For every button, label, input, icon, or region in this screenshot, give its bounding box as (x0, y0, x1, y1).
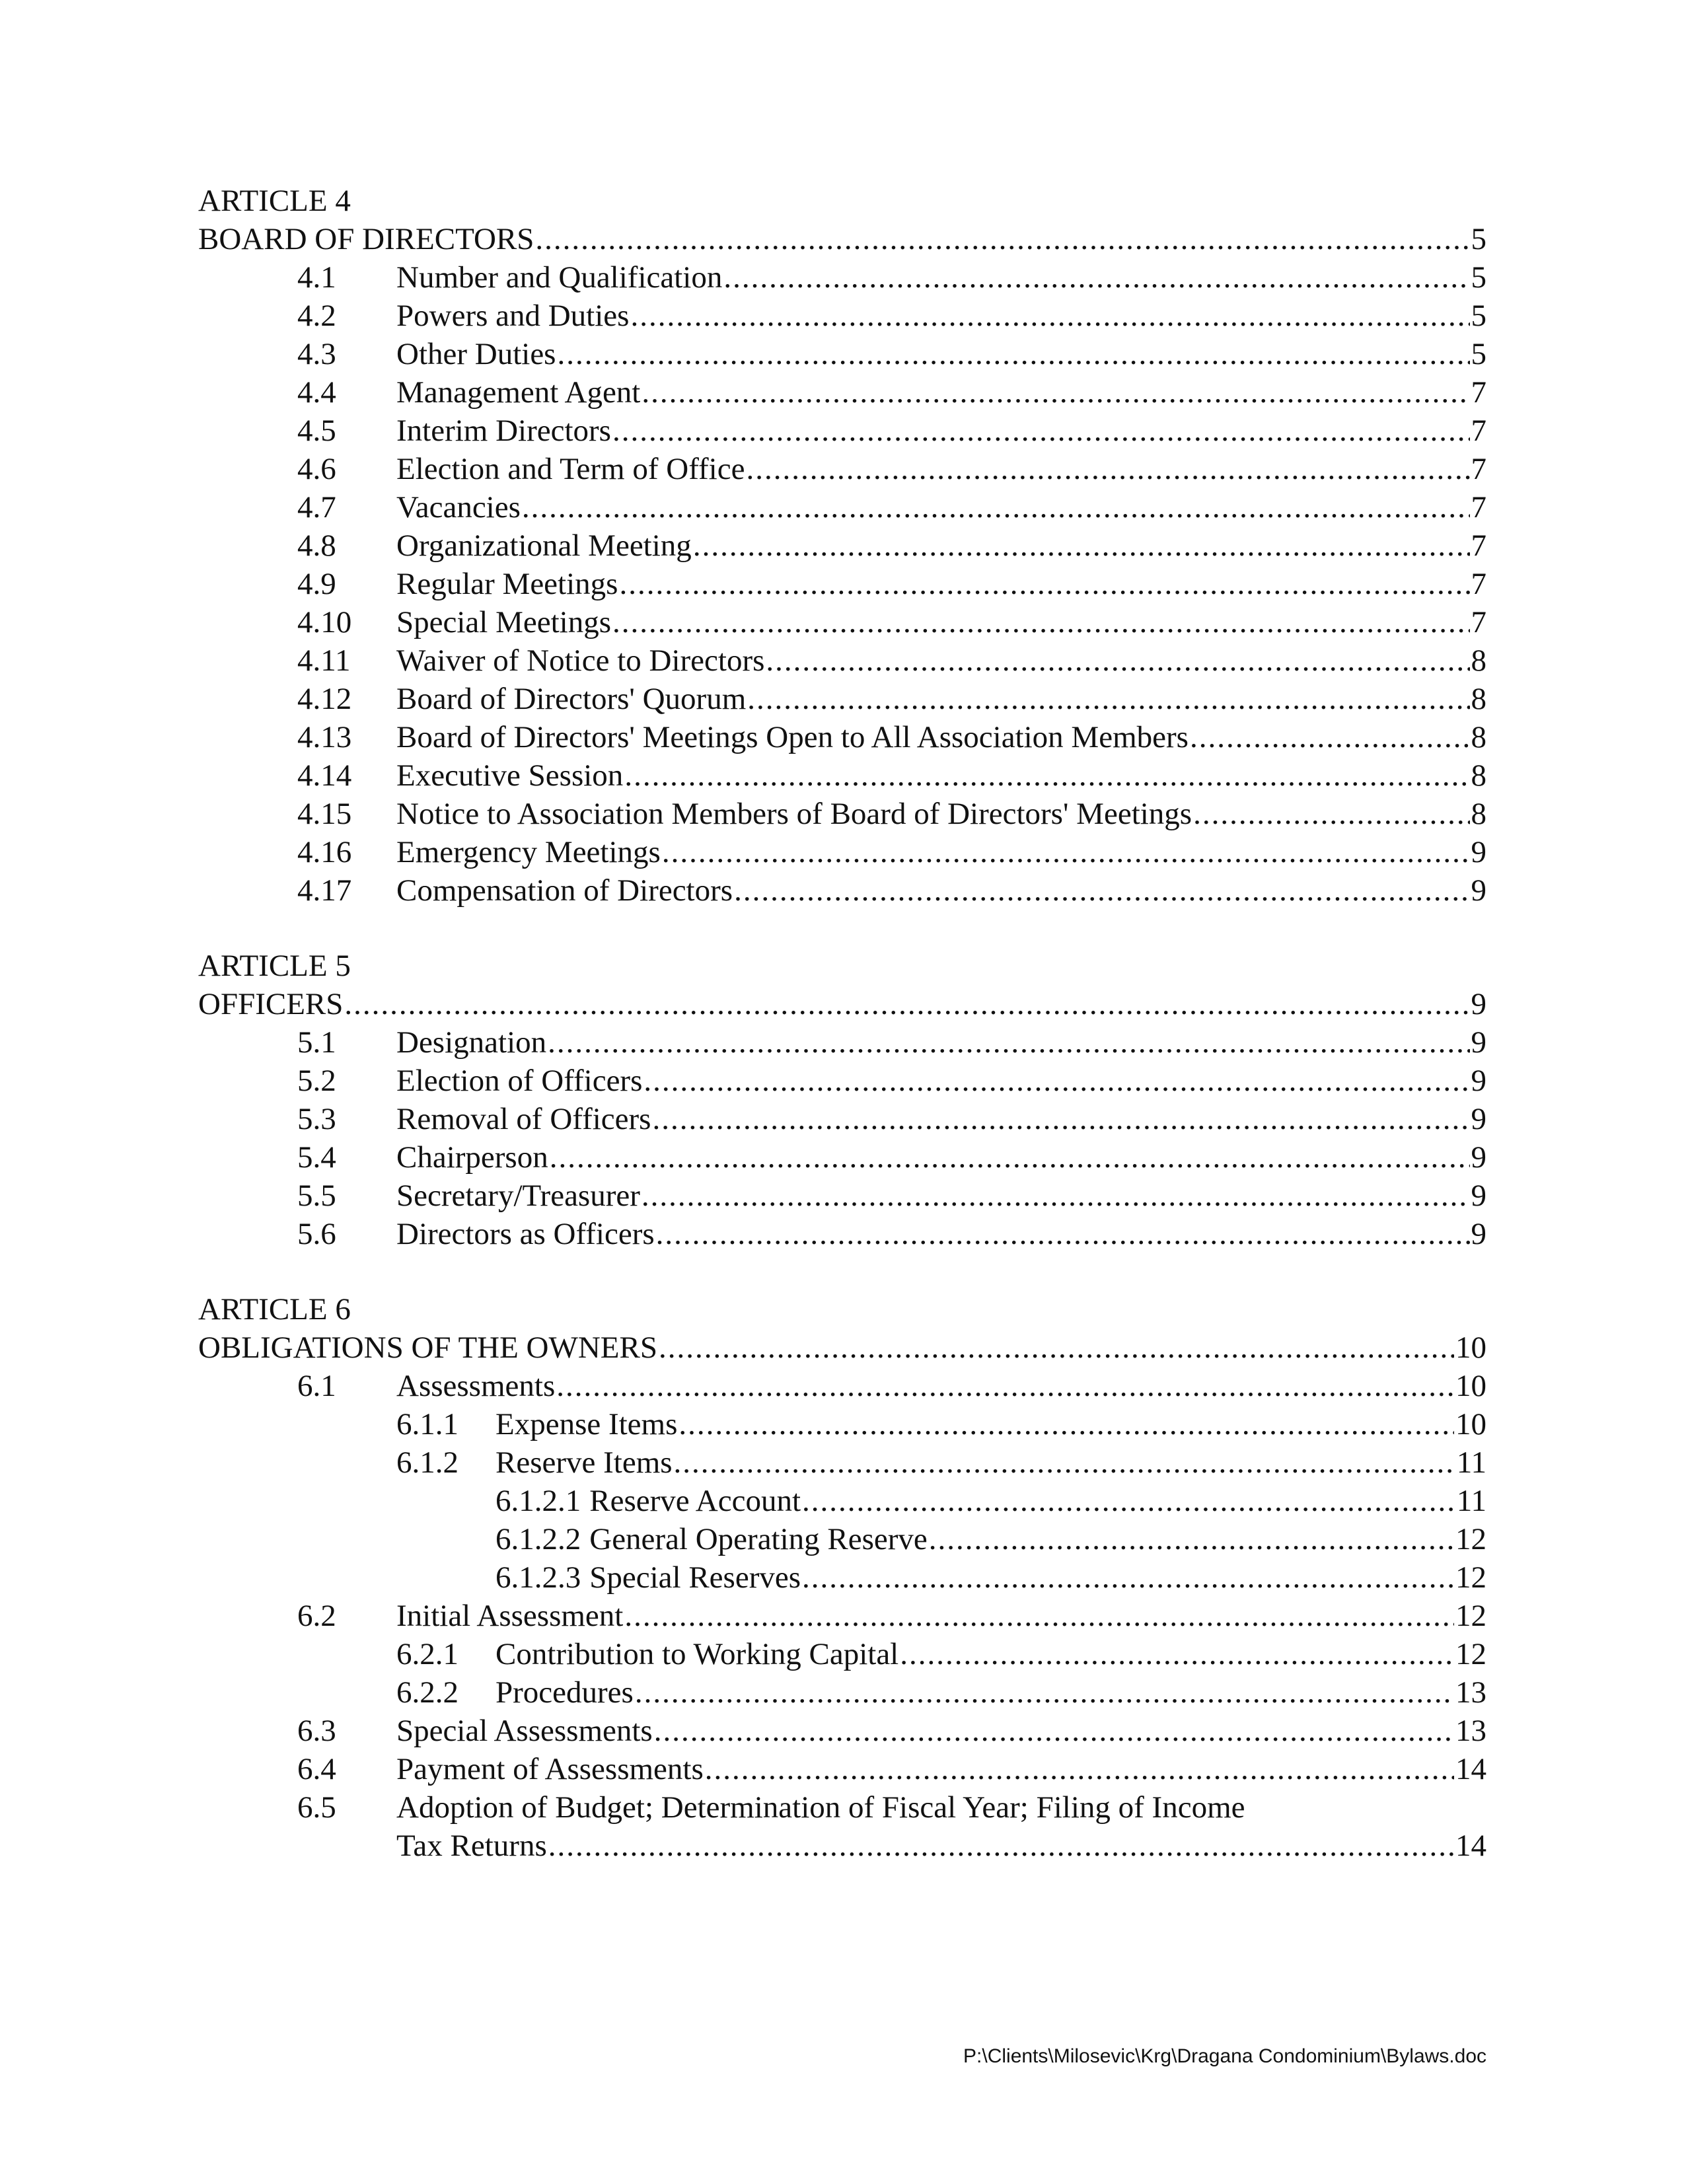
leader-dots (746, 450, 1469, 488)
leader-dots (641, 373, 1469, 412)
toc-subentry (198, 1443, 1486, 1482)
page-number: 5 (1471, 222, 1486, 256)
page-number: 11 (1456, 1484, 1486, 1518)
page-number: 12 (1455, 1599, 1486, 1633)
section-number: 4.8 (297, 528, 336, 563)
toc-subsubentry (198, 1482, 1486, 1520)
section-title: Board of Directors' Quorum (396, 682, 747, 716)
page-number: 9 (1471, 1064, 1486, 1098)
section-title: Organizational Meeting (396, 528, 692, 563)
page-number: 10 (1455, 1369, 1486, 1403)
file-path-footer: P:\Clients\Milosevic\Krg\Dragana Condominium\Bylaws.doc (963, 2045, 1486, 2067)
section-title: Interim Directors (396, 414, 611, 448)
toc-entry-continuation (198, 1827, 1486, 1865)
section-number: 4.12 (297, 682, 352, 716)
section-number: 4.17 (297, 873, 352, 908)
section-title-line1: Adoption of Budget; Determination of Fiscal Year; Filing of Income (396, 1790, 1245, 1825)
toc-entry (198, 833, 1486, 871)
section-title: Other Duties (396, 337, 556, 371)
toc-entry (198, 1367, 1486, 1405)
article-heading-row (198, 985, 1486, 1023)
subsubsection-title: Special Reserves (589, 1560, 801, 1595)
toc-entry (198, 1023, 1486, 1062)
leader-dots (550, 1138, 1470, 1177)
leader-dots (556, 1367, 1454, 1405)
section-title: Powers and Duties (396, 299, 630, 333)
article-label: ARTICLE 4 (198, 184, 351, 218)
page-number: 9 (1471, 1102, 1486, 1136)
subsection-number: 6.1.2 (396, 1445, 458, 1480)
article-heading-row (198, 220, 1486, 258)
toc-entry (198, 1177, 1486, 1215)
leader-dots (678, 1405, 1454, 1443)
table-of-contents (198, 182, 1486, 1865)
toc-entry (198, 718, 1486, 756)
subsection-title: Expense Items (495, 1407, 678, 1441)
page-number: 9 (1471, 1025, 1486, 1060)
article-label: ARTICLE 5 (198, 949, 351, 983)
page-number: 5 (1471, 299, 1486, 333)
leader-dots (548, 1023, 1469, 1062)
toc-subsubentry (198, 1520, 1486, 1558)
toc-entry (198, 641, 1486, 680)
section-title: Notice to Association Members of Board of Directors' Meetings (396, 797, 1192, 831)
leader-dots (723, 258, 1469, 297)
toc-entry (198, 871, 1486, 910)
toc-entry (198, 1138, 1486, 1177)
toc-entry (198, 373, 1486, 412)
section-title: Directors as Officers (396, 1217, 655, 1251)
section-number: 4.1 (297, 260, 336, 295)
section-title: Election of Officers (396, 1064, 643, 1098)
page-number: 10 (1455, 1407, 1486, 1441)
toc-entry (198, 795, 1486, 833)
toc-entry (198, 527, 1486, 565)
section-number: 4.5 (297, 414, 336, 448)
section-title: Management Agent (396, 375, 641, 410)
leader-dots (693, 527, 1470, 565)
leader-dots (674, 1443, 1455, 1482)
leader-dots (766, 641, 1469, 680)
subsection-title: Contribution to Working Capital (495, 1637, 899, 1671)
toc-entry (198, 1750, 1486, 1788)
section-number: 6.1 (297, 1369, 336, 1403)
toc-entry (198, 412, 1486, 450)
page-number: 7 (1471, 414, 1486, 448)
subsection-number: 6.1.1 (396, 1407, 458, 1441)
leader-dots (900, 1635, 1454, 1673)
article-heading-row (198, 1329, 1486, 1367)
section-title: Initial Assessment (396, 1599, 624, 1633)
page-number: 9 (1471, 873, 1486, 908)
toc-entry (198, 1712, 1486, 1750)
leader-dots (705, 1750, 1454, 1788)
section-number: 4.4 (297, 375, 336, 410)
article-heading: BOARD OF DIRECTORS (198, 222, 534, 256)
article-label: ARTICLE 6 (198, 1292, 351, 1327)
toc-entry-multiline (198, 1788, 1486, 1827)
section-number: 4.10 (297, 605, 352, 639)
leader-dots (802, 1558, 1454, 1597)
section-title: Special Meetings (396, 605, 612, 639)
toc-entry (198, 297, 1486, 335)
section-number: 4.13 (297, 720, 352, 754)
section-number: 5.4 (297, 1140, 336, 1175)
toc-entry (198, 1215, 1486, 1253)
toc-entry (198, 258, 1486, 297)
leader-dots (1190, 718, 1470, 756)
subsubsection-number: 6.1.2.2 (495, 1522, 581, 1556)
leader-dots (344, 985, 1469, 1023)
page-number: 14 (1455, 1752, 1486, 1786)
subsection-title: Procedures (495, 1675, 634, 1710)
toc-entry (198, 1597, 1486, 1635)
section-title: Emergency Meetings (396, 835, 661, 869)
toc-entry (198, 603, 1486, 641)
section-number: 5.3 (297, 1102, 336, 1136)
leader-dots (630, 297, 1469, 335)
section-number: 4.7 (297, 490, 336, 525)
leader-dots (612, 603, 1469, 641)
leader-dots (656, 1215, 1470, 1253)
toc-entry (198, 680, 1486, 718)
page-number: 7 (1471, 452, 1486, 486)
subsubsection-title: Reserve Account (589, 1484, 801, 1518)
section-gap (198, 910, 1486, 947)
section-number: 4.6 (297, 452, 336, 486)
section-title: Number and Qualification (396, 260, 723, 295)
leader-dots (654, 1712, 1454, 1750)
section-title: Removal of Officers (396, 1102, 651, 1136)
page-number: 7 (1471, 567, 1486, 601)
leader-dots (747, 680, 1469, 718)
subsection-number: 6.2.2 (396, 1675, 458, 1710)
section-title-line2: Tax Returns (396, 1829, 547, 1863)
page-number: 9 (1471, 1217, 1486, 1251)
page-number: 13 (1455, 1675, 1486, 1710)
subsubsection-number: 6.1.2.1 (495, 1484, 581, 1518)
page-number: 14 (1455, 1829, 1486, 1863)
toc-subentry (198, 1405, 1486, 1443)
section-title: Assessments (396, 1369, 556, 1403)
section-title: Waiver of Notice to Directors (396, 643, 765, 678)
section-number: 4.3 (297, 337, 336, 371)
section-number: 4.2 (297, 299, 336, 333)
toc-subentry (198, 1673, 1486, 1712)
subsection-number: 6.2.1 (396, 1637, 458, 1671)
section-title: Designation (396, 1025, 547, 1060)
leader-dots (652, 1100, 1469, 1138)
section-number: 4.15 (297, 797, 352, 831)
section-number: 5.2 (297, 1064, 336, 1098)
leader-dots (662, 833, 1470, 871)
section-gap (198, 1253, 1486, 1290)
section-title: Executive Session (396, 758, 624, 793)
leader-dots (635, 1673, 1454, 1712)
leader-dots (641, 1177, 1470, 1215)
section-number: 4.9 (297, 567, 336, 601)
page-number: 7 (1471, 375, 1486, 410)
page-number: 8 (1471, 720, 1486, 754)
leader-dots (734, 871, 1469, 910)
page-number: 9 (1471, 1140, 1486, 1175)
page-number: 12 (1455, 1637, 1486, 1671)
leader-dots (929, 1520, 1454, 1558)
article-heading: OFFICERS (198, 987, 344, 1021)
toc-entry (198, 565, 1486, 603)
toc-subsubentry (198, 1558, 1486, 1597)
page-number: 9 (1471, 987, 1486, 1021)
leader-dots (659, 1329, 1454, 1367)
page-number: 8 (1471, 682, 1486, 716)
section-number: 6.5 (297, 1790, 336, 1825)
page-number: 7 (1471, 528, 1486, 563)
page-number: 11 (1456, 1445, 1486, 1480)
page-number: 12 (1455, 1522, 1486, 1556)
leader-dots (535, 220, 1469, 258)
leader-dots (522, 488, 1470, 527)
section-number: 6.3 (297, 1714, 336, 1748)
leader-dots (802, 1482, 1455, 1520)
section-title: Secretary/Treasurer (396, 1179, 640, 1213)
page-number: 9 (1471, 1179, 1486, 1213)
page-number: 8 (1471, 797, 1486, 831)
section-title: Election and Term of Office (396, 452, 745, 486)
leader-dots (624, 1597, 1454, 1635)
leader-dots (1193, 795, 1469, 833)
toc-entry (198, 450, 1486, 488)
section-number: 5.5 (297, 1179, 336, 1213)
subsubsection-number: 6.1.2.3 (495, 1560, 581, 1595)
leader-dots (619, 565, 1469, 603)
toc-entry (198, 756, 1486, 795)
page-number: 12 (1455, 1560, 1486, 1595)
section-title: Board of Directors' Meetings Open to All Association Members (396, 720, 1189, 754)
section-title: Special Assessments (396, 1714, 653, 1748)
leader-dots (548, 1827, 1454, 1865)
toc-entry (198, 1100, 1486, 1138)
article-heading: OBLIGATIONS OF THE OWNERS (198, 1330, 657, 1365)
page-number: 7 (1471, 490, 1486, 525)
page-number: 13 (1455, 1714, 1486, 1748)
section-number: 6.4 (297, 1752, 336, 1786)
toc-subentry (198, 1635, 1486, 1673)
section-number: 5.1 (297, 1025, 336, 1060)
section-title: Chairperson (396, 1140, 548, 1175)
page-number: 9 (1471, 835, 1486, 869)
section-number: 4.16 (297, 835, 352, 869)
subsubsection-title: General Operating Reserve (589, 1522, 928, 1556)
page-number: 5 (1471, 337, 1486, 371)
subsection-title: Reserve Items (495, 1445, 673, 1480)
toc-entry (198, 335, 1486, 373)
section-number: 5.6 (297, 1217, 336, 1251)
leader-dots (557, 335, 1469, 373)
leader-dots (612, 412, 1470, 450)
leader-dots (624, 756, 1469, 795)
page-number: 5 (1471, 260, 1486, 295)
section-number: 4.14 (297, 758, 352, 793)
page-number: 8 (1471, 758, 1486, 793)
toc-entry (198, 488, 1486, 527)
page-number: 10 (1455, 1330, 1486, 1365)
page-number: 7 (1471, 605, 1486, 639)
leader-dots (643, 1062, 1469, 1100)
section-title: Payment of Assessments (396, 1752, 704, 1786)
section-title: Regular Meetings (396, 567, 618, 601)
section-title: Compensation of Directors (396, 873, 733, 908)
section-number: 6.2 (297, 1599, 336, 1633)
page-number: 8 (1471, 643, 1486, 678)
section-title: Vacancies (396, 490, 521, 525)
toc-entry (198, 1062, 1486, 1100)
section-number: 4.11 (297, 643, 351, 678)
